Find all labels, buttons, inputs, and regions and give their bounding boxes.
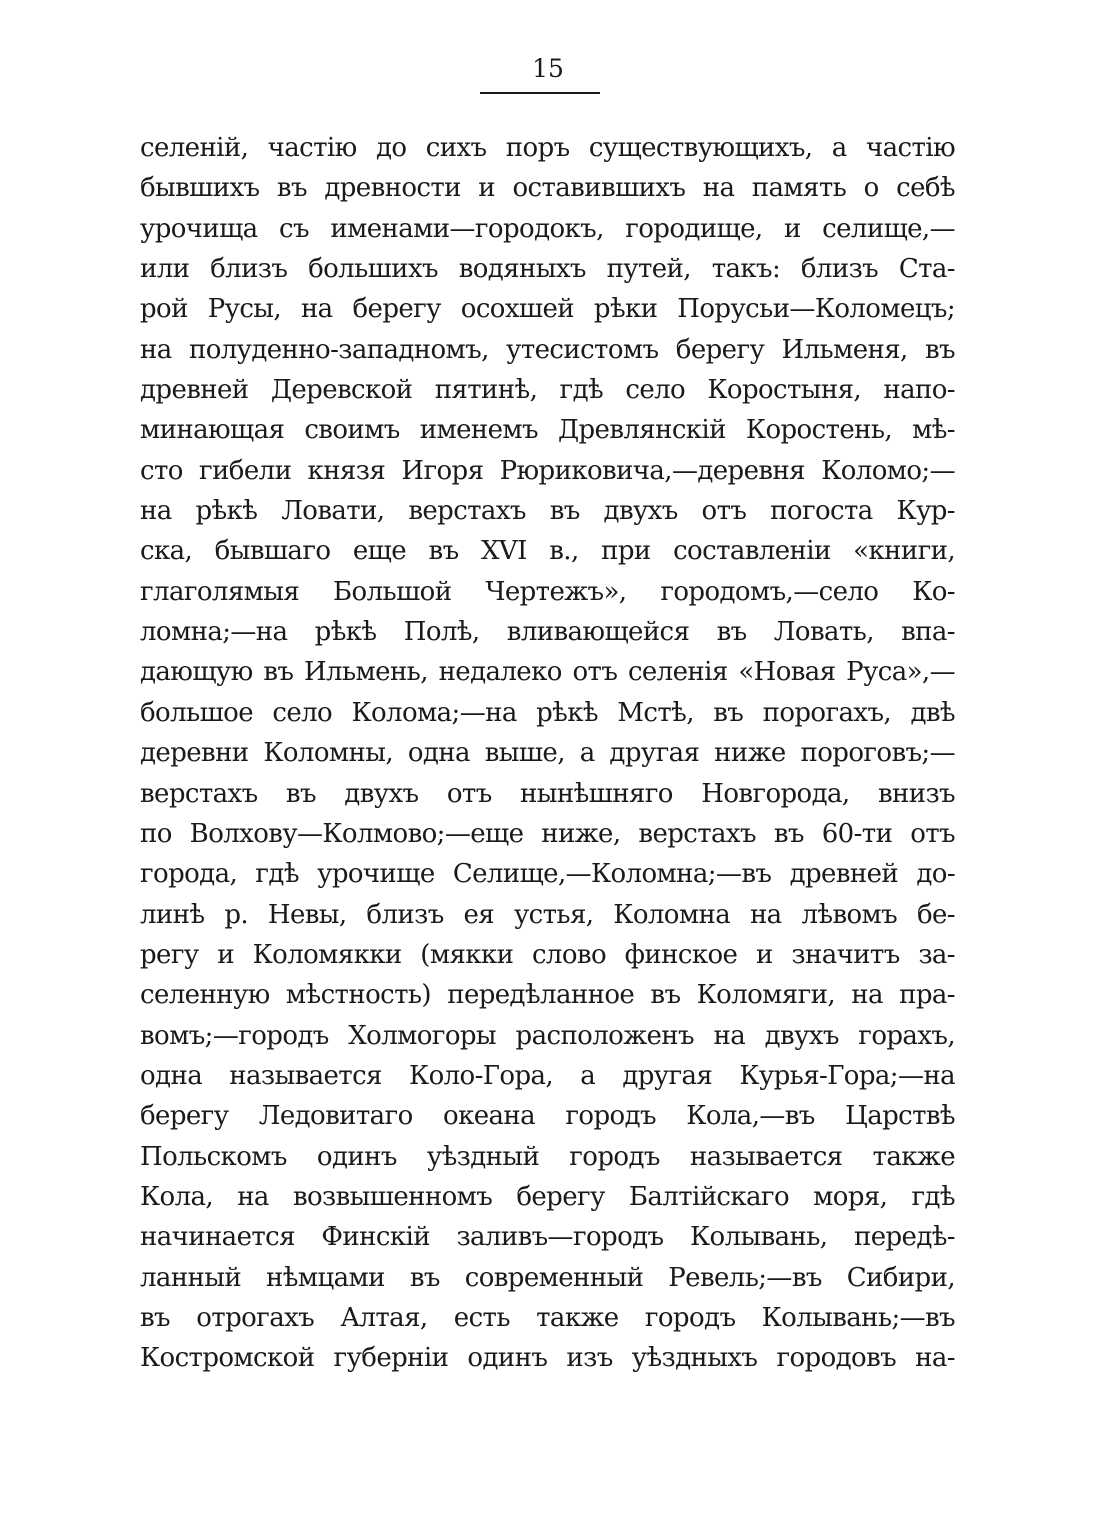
text-line: дающую въ Ильмень, недалеко отъ селенія «Новая Руса»,—: [140, 657, 955, 688]
page-header: [0, 52, 1096, 86]
text-line: начинается Финскій заливъ—городъ Колывань, передѣ-: [140, 1222, 955, 1253]
text-line: Костромской губерніи одинъ изъ уѣздныхъ городовъ на-: [140, 1343, 955, 1374]
text-line: на полуденно-западномъ, утесистомъ берегу Ильменя, въ: [140, 334, 955, 365]
header-rule: [480, 92, 600, 94]
body-text: [140, 128, 955, 1379]
text-line: сто гибели князя Игоря Рюриковича,—деревня Коломо;—: [140, 455, 955, 486]
text-line: Кола, на возвышенномъ берегу Балтійскаго моря, гдѣ: [140, 1181, 955, 1212]
text-line: ломна;—на рѣкѣ Полѣ, вливающейся въ Ловать, впа-: [140, 617, 955, 648]
text-line: древней Деревской пятинѣ, гдѣ село Коростыня, напо-: [140, 375, 955, 406]
text-line: по Волхову—Колмово;—еще ниже, верстахъ въ 60-ти отъ: [140, 818, 955, 849]
text-line: вомъ;—городъ Холмогоры расположенъ на двухъ горахъ,: [140, 1020, 955, 1051]
text-line: урочища съ именами—городокъ, городище, и селище,—: [140, 213, 955, 244]
text-line: рой Русы, на берегу осохшей рѣки Порусьи—Коломецъ;: [140, 294, 955, 325]
text-line: селенную мѣстность) передѣланное въ Коломяги, на пра-: [140, 980, 955, 1011]
text-line: верстахъ въ двухъ отъ нынѣшняго Новгорода, внизъ: [140, 778, 955, 809]
text-line: берегу Ледовитаго океана городъ Кола,—въ Царствѣ: [140, 1101, 955, 1132]
text-line: деревни Коломны, одна выше, а другая ниже пороговъ;—: [140, 738, 955, 769]
text-line: города, гдѣ урочище Селище,—Коломна;—въ древней до-: [140, 859, 955, 890]
text-line: Польскомъ одинъ уѣздный городъ называется также: [140, 1141, 955, 1172]
text-line: регу и Коломякки (мякки слово финское и значитъ за-: [140, 939, 955, 970]
text-line: въ отрогахъ Алтая, есть также городъ Колывань;—въ: [140, 1302, 955, 1333]
text-line: минающая своимъ именемъ Древлянскій Коростень, мѣ-: [140, 415, 955, 446]
text-line: глаголямыя Большой Чертежъ», городомъ,—село Ко-: [140, 576, 955, 607]
text-line: большое село Колома;—на рѣкѣ Мстѣ, въ порогахъ, двѣ: [140, 697, 955, 728]
text-line: линѣ р. Невы, близъ ея устья, Коломна на лѣвомъ бе-: [140, 899, 955, 930]
text-line: одна называется Коло-Гора, а другая Курья-Гора;—на: [140, 1060, 955, 1091]
text-line: на рѣкѣ Ловати, верстахъ въ двухъ отъ погоста Кур-: [140, 496, 955, 527]
text-line: ланный нѣмцами въ современный Ревель;—въ Сибири,: [140, 1262, 955, 1293]
page-number: 15: [532, 54, 564, 83]
text-line: ска, бывшаго еще въ XVI в., при составленіи «книги,: [140, 536, 955, 567]
text-line: бывшихъ въ древности и оставившихъ на память о себѣ: [140, 173, 955, 204]
text-line: или близъ большихъ водяныхъ путей, такъ: близъ Ста-: [140, 254, 955, 285]
text-line: селеній, частію до сихъ поръ существующихъ, а частію: [140, 133, 955, 163]
